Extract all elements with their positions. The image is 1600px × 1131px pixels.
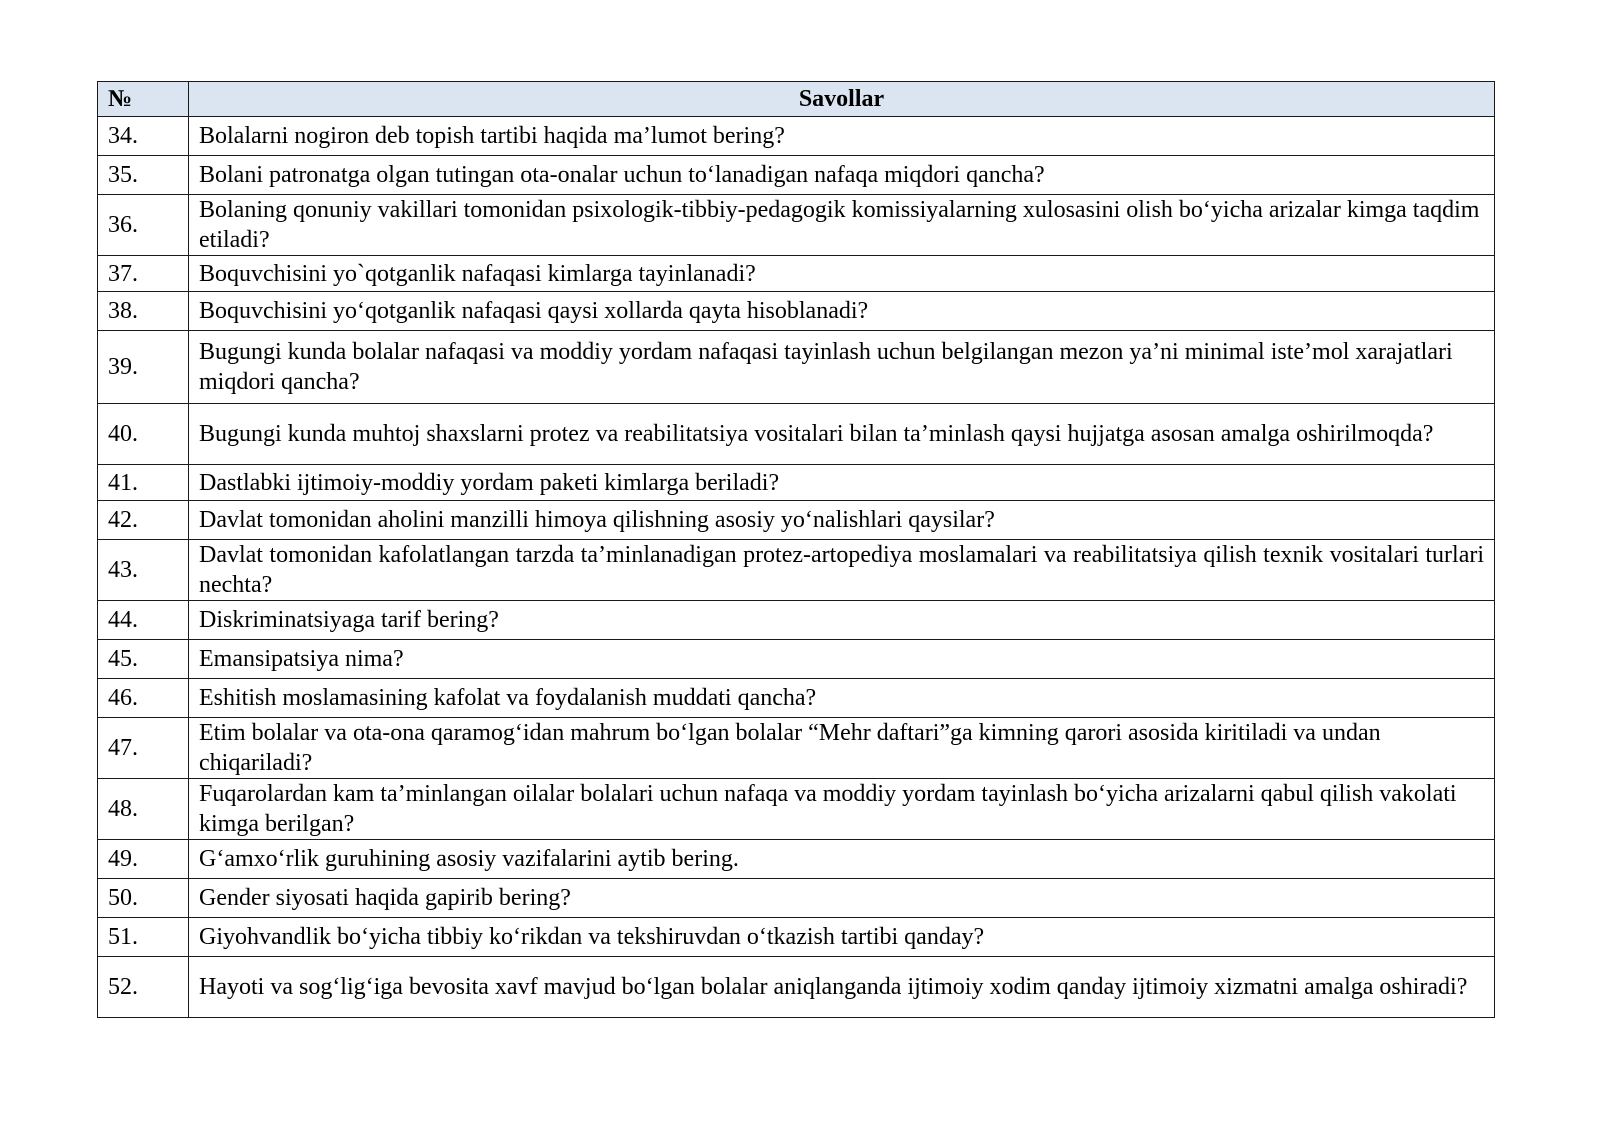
question-text: Bolani patronatga olgan tutingan ota-onalar uchun to‘lanadigan nafaqa miqdori qancha?	[189, 156, 1495, 195]
question-number: 41.	[98, 465, 189, 501]
question-text: Etim bolalar va ota-ona qaramog‘idan mahrum bo‘lgan bolalar “Mehr daftari”ga kimning qarori asosida kiritiladi va undan chiqariladi?	[189, 718, 1495, 779]
table-row	[98, 679, 1495, 718]
question-text: Eshitish moslamasining kafolat va foydalanish muddati qancha?	[189, 679, 1495, 718]
table-row	[98, 331, 1495, 404]
table-row	[98, 957, 1495, 1018]
question-text: Bugungi kunda muhtoj shaxslarni protez va reabilitatsiya vositalari bilan ta’minlash qaysi hujjatga asosan amalga oshirilmoqda?	[189, 404, 1495, 465]
questions-column-header: Savollar	[189, 82, 1495, 117]
table-row	[98, 601, 1495, 640]
question-number: 51.	[98, 918, 189, 957]
question-text: Hayoti va sog‘lig‘iga bevosita xavf mavjud bo‘lgan bolalar aniqlanganda ijtimoiy xodim qanday ijtimoiy xizmatni amalga oshiradi?	[189, 957, 1495, 1018]
table-row	[98, 156, 1495, 195]
question-text: Bolaning qonuniy vakillari tomonidan psixologik-tibbiy-pedagogik komissiyalarning xulosasini olish bo‘yicha arizalar kimga taqdim etiladi?	[189, 195, 1495, 256]
question-number: 40.	[98, 404, 189, 465]
number-column-header: №	[98, 82, 189, 117]
question-text: Boquvchisini yo‘qotganlik nafaqasi qaysi xollarda qayta hisoblanadi?	[189, 292, 1495, 331]
table-row	[98, 779, 1495, 840]
question-number: 35.	[98, 156, 189, 195]
table-row	[98, 404, 1495, 465]
question-text: Bugungi kunda bolalar nafaqasi va moddiy yordam nafaqasi tayinlash uchun belgilangan mezon ya’ni minimal iste’mol xarajatlari miqdori qancha?	[189, 331, 1495, 404]
table-row	[98, 256, 1495, 292]
question-text: Bolalarni nogiron deb topish tartibi haqida ma’lumot bering?	[189, 117, 1495, 156]
question-text: Fuqarolardan kam ta’minlangan oilalar bolalari uchun nafaqa va moddiy yordam tayinlash bo‘yicha arizalarni qabul qilish vakolati kimga berilgan?	[189, 779, 1495, 840]
table-header-row	[98, 82, 1495, 117]
question-number: 49.	[98, 840, 189, 879]
question-text: Davlat tomonidan aholini manzilli himoya qilishning asosiy yo‘nalishlari qaysilar?	[189, 501, 1495, 540]
question-number: 48.	[98, 779, 189, 840]
question-text: Davlat tomonidan kafolatlangan tarzda ta’minlanadigan protez-artopediya moslamalari va reabilitatsiya qilish texnik vositalari turlari nechta?	[189, 540, 1495, 601]
question-text: Boquvchisini yo`qotganlik nafaqasi kimlarga tayinlanadi?	[189, 256, 1495, 292]
table-row	[98, 640, 1495, 679]
question-number: 46.	[98, 679, 189, 718]
table-row	[98, 879, 1495, 918]
question-number: 45.	[98, 640, 189, 679]
question-number: 36.	[98, 195, 189, 256]
table-row	[98, 501, 1495, 540]
question-text: G‘amxo‘rlik guruhining asosiy vazifalarini aytib bering.	[189, 840, 1495, 879]
question-number: 44.	[98, 601, 189, 640]
table-row	[98, 718, 1495, 779]
table-row	[98, 840, 1495, 879]
question-number: 43.	[98, 540, 189, 601]
questions-table	[97, 81, 1495, 1018]
question-number: 38.	[98, 292, 189, 331]
table-row	[98, 465, 1495, 501]
question-text: Dastlabki ijtimoiy-moddiy yordam paketi kimlarga beriladi?	[189, 465, 1495, 501]
question-number: 52.	[98, 957, 189, 1018]
question-number: 47.	[98, 718, 189, 779]
table-row	[98, 918, 1495, 957]
question-number: 50.	[98, 879, 189, 918]
question-number: 34.	[98, 117, 189, 156]
question-text: Diskriminatsiyaga tarif bering?	[189, 601, 1495, 640]
question-text: Emansipatsiya nima?	[189, 640, 1495, 679]
table-row	[98, 292, 1495, 331]
question-text: Gender siyosati haqida gapirib bering?	[189, 879, 1495, 918]
question-number: 37.	[98, 256, 189, 292]
table-row	[98, 117, 1495, 156]
question-text: Giyohvandlik bo‘yicha tibbiy ko‘rikdan va tekshiruvdan o‘tkazish tartibi qanday?	[189, 918, 1495, 957]
table-row	[98, 540, 1495, 601]
question-number: 39.	[98, 331, 189, 404]
table-row	[98, 195, 1495, 256]
question-number: 42.	[98, 501, 189, 540]
